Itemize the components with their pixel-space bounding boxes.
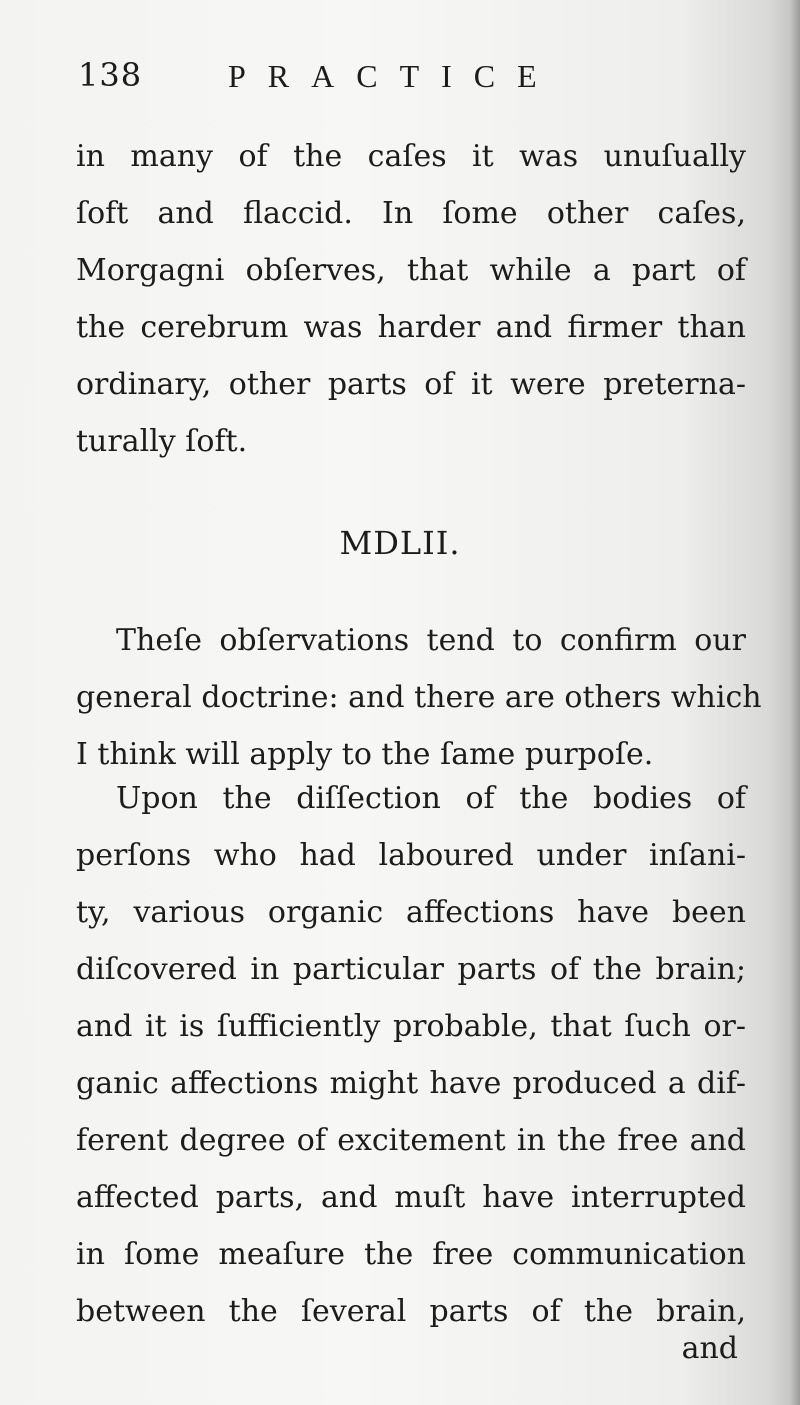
- section-heading: MDLII.: [339, 524, 461, 562]
- text-line: turally ſoft.: [76, 424, 248, 459]
- text-line: general doctrine: and there are others which: [76, 680, 762, 715]
- text-line: ferent degree of excitement in the free and: [76, 1123, 746, 1158]
- text-line: ganic affections might have produced a dif-: [76, 1066, 746, 1101]
- text-line: ſoft and flaccid. In ſome other caſes,: [76, 196, 746, 231]
- text-line: Theſe obſervations tend to confirm our: [116, 623, 746, 658]
- text-line: and it is ſufficiently probable, that ſuch or-: [76, 1009, 746, 1044]
- text-line: ty, various organic affections have been: [76, 895, 746, 930]
- text-line: Upon the diſſection of the bodies of: [116, 781, 746, 816]
- text-line: the cerebrum was harder and firmer than: [76, 310, 746, 345]
- text-line: perſons who had laboured under inſani-: [76, 838, 746, 873]
- running-head: PRACTICE: [228, 58, 559, 94]
- text-line: in ſome meaſure the free communication: [76, 1237, 746, 1272]
- page-number: 138: [78, 56, 143, 94]
- text-line: diſcovered in particular parts of the brain;: [76, 952, 746, 987]
- paragraph-continued: [76, 128, 746, 470]
- page-header: [78, 56, 748, 102]
- catchword: and: [681, 1331, 738, 1366]
- text-line: affected parts, and muſt have interrupted: [76, 1180, 746, 1215]
- text-line: Morgagni obſerves, that while a part of: [76, 253, 746, 288]
- text-line: in many of the caſes it was unuſually: [76, 139, 746, 174]
- text-line: between the ſeveral parts of the brain,: [76, 1294, 746, 1329]
- paragraph: [76, 770, 746, 1340]
- text-line: I think will apply to the ſame purpoſe.: [76, 737, 654, 772]
- paragraph: [76, 612, 762, 783]
- text-line: ordinary, other parts of it were preterna-: [76, 367, 746, 402]
